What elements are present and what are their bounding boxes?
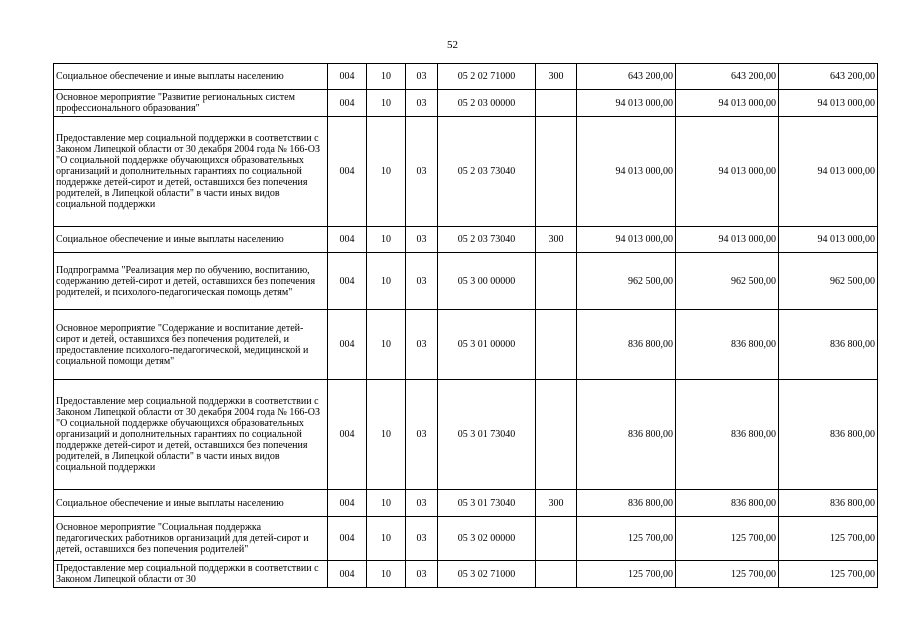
row-year3: 94 013 000,00 bbox=[779, 227, 878, 253]
row-year2: 125 700,00 bbox=[676, 517, 779, 561]
row-name: Основное мероприятие "Социальная поддержка педагогических работников организаций для детей-сирот и детей, оставшихся без попечения родителей" bbox=[54, 517, 328, 561]
row-year1: 836 800,00 bbox=[577, 490, 676, 517]
page-number: 52 bbox=[447, 39, 458, 51]
row-name: Основное мероприятие "Содержание и воспитание детей-сирот и детей, оставшихся без попечения родителей, и предоставление психолого-педагогической, медицинской и социальной помощи детям" bbox=[54, 310, 328, 380]
table-row bbox=[54, 227, 878, 253]
row-year3: 94 013 000,00 bbox=[779, 117, 878, 227]
row-vr bbox=[536, 253, 577, 310]
row-pr: 03 bbox=[406, 561, 438, 588]
row-vr: 300 bbox=[536, 227, 577, 253]
row-rz: 10 bbox=[367, 490, 406, 517]
table-row bbox=[54, 64, 878, 90]
row-ved: 004 bbox=[328, 253, 367, 310]
row-ved: 004 bbox=[328, 380, 367, 490]
row-csr: 05 2 03 73040 bbox=[438, 117, 536, 227]
row-vr bbox=[536, 561, 577, 588]
row-year1: 962 500,00 bbox=[577, 253, 676, 310]
row-vr bbox=[536, 117, 577, 227]
row-year1: 125 700,00 bbox=[577, 517, 676, 561]
row-ved: 004 bbox=[328, 310, 367, 380]
budget-table bbox=[53, 63, 878, 588]
row-name: Социальное обеспечение и иные выплаты населению bbox=[54, 490, 328, 517]
row-year2: 94 013 000,00 bbox=[676, 90, 779, 117]
row-year2: 94 013 000,00 bbox=[676, 227, 779, 253]
row-csr: 05 2 03 00000 bbox=[438, 90, 536, 117]
row-vr bbox=[536, 517, 577, 561]
row-csr: 05 3 02 71000 bbox=[438, 561, 536, 588]
row-rz: 10 bbox=[367, 253, 406, 310]
row-pr: 03 bbox=[406, 310, 438, 380]
row-year2: 836 800,00 bbox=[676, 310, 779, 380]
row-pr: 03 bbox=[406, 90, 438, 117]
row-pr: 03 bbox=[406, 227, 438, 253]
table-body bbox=[54, 64, 878, 588]
row-vr bbox=[536, 90, 577, 117]
table-row bbox=[54, 310, 878, 380]
table-row bbox=[54, 253, 878, 310]
row-year1: 94 013 000,00 bbox=[577, 227, 676, 253]
row-ved: 004 bbox=[328, 490, 367, 517]
row-year2: 836 800,00 bbox=[676, 490, 779, 517]
row-year3: 836 800,00 bbox=[779, 310, 878, 380]
row-ved: 004 bbox=[328, 64, 367, 90]
row-vr: 300 bbox=[536, 490, 577, 517]
row-pr: 03 bbox=[406, 517, 438, 561]
table-row bbox=[54, 517, 878, 561]
row-name: Социальное обеспечение и иные выплаты населению bbox=[54, 64, 328, 90]
row-ved: 004 bbox=[328, 517, 367, 561]
row-year1: 94 013 000,00 bbox=[577, 117, 676, 227]
row-year3: 125 700,00 bbox=[779, 561, 878, 588]
row-rz: 10 bbox=[367, 380, 406, 490]
table-row bbox=[54, 561, 878, 588]
row-pr: 03 bbox=[406, 64, 438, 90]
row-year2: 125 700,00 bbox=[676, 561, 779, 588]
row-rz: 10 bbox=[367, 310, 406, 380]
row-year1: 643 200,00 bbox=[577, 64, 676, 90]
row-year2: 94 013 000,00 bbox=[676, 117, 779, 227]
table-row bbox=[54, 380, 878, 490]
row-name: Предоставление мер социальной поддержки в соответствии с Законом Липецкой области от 30 декабря 2004 года № 166-ОЗ "О социальной поддержке обучающихся образовательных организаций и дополнительных гарантиях по социальной поддержке детей-сирот и детей, оставшихся без попечения родителей, в Липецкой области" в части иных видов социальной поддержки bbox=[54, 117, 328, 227]
row-csr: 05 3 01 73040 bbox=[438, 380, 536, 490]
row-rz: 10 bbox=[367, 517, 406, 561]
row-csr: 05 3 00 00000 bbox=[438, 253, 536, 310]
row-ved: 004 bbox=[328, 227, 367, 253]
row-rz: 10 bbox=[367, 90, 406, 117]
table-row bbox=[54, 490, 878, 517]
row-year1: 94 013 000,00 bbox=[577, 90, 676, 117]
row-vr bbox=[536, 310, 577, 380]
row-year1: 836 800,00 bbox=[577, 380, 676, 490]
row-year2: 643 200,00 bbox=[676, 64, 779, 90]
row-name: Предоставление мер социальной поддержки в соответствии с Законом Липецкой области от 30 декабря 2004 года № 166-ОЗ "О социальной поддержке обучающихся образовательных организаций и дополнительных гарантиях по социальной поддержке детей-сирот и детей, оставшихся без попечения родителей, в Липецкой области" в части иных видов социальной поддержки bbox=[54, 380, 328, 490]
row-csr: 05 2 03 73040 bbox=[438, 227, 536, 253]
row-pr: 03 bbox=[406, 380, 438, 490]
row-year1: 125 700,00 bbox=[577, 561, 676, 588]
row-name: Социальное обеспечение и иные выплаты населению bbox=[54, 227, 328, 253]
row-ved: 004 bbox=[328, 117, 367, 227]
row-csr: 05 3 02 00000 bbox=[438, 517, 536, 561]
row-year3: 962 500,00 bbox=[779, 253, 878, 310]
row-csr: 05 2 02 71000 bbox=[438, 64, 536, 90]
row-year3: 643 200,00 bbox=[779, 64, 878, 90]
row-ved: 004 bbox=[328, 90, 367, 117]
row-rz: 10 bbox=[367, 64, 406, 90]
row-year3: 836 800,00 bbox=[779, 380, 878, 490]
row-name: Основное мероприятие "Развитие региональных систем профессионального образования" bbox=[54, 90, 328, 117]
row-year2: 962 500,00 bbox=[676, 253, 779, 310]
table-row bbox=[54, 117, 878, 227]
row-vr: 300 bbox=[536, 64, 577, 90]
row-rz: 10 bbox=[367, 561, 406, 588]
row-rz: 10 bbox=[367, 117, 406, 227]
row-ved: 004 bbox=[328, 561, 367, 588]
row-name: Подпрограмма "Реализация мер по обучению, воспитанию, содержанию детей-сирот и детей, оставшихся без попечения родителей, и психолого-педагогическая помощь детям" bbox=[54, 253, 328, 310]
row-year2: 836 800,00 bbox=[676, 380, 779, 490]
row-year3: 94 013 000,00 bbox=[779, 90, 878, 117]
row-pr: 03 bbox=[406, 253, 438, 310]
row-year1: 836 800,00 bbox=[577, 310, 676, 380]
row-vr bbox=[536, 380, 577, 490]
row-pr: 03 bbox=[406, 490, 438, 517]
row-year3: 125 700,00 bbox=[779, 517, 878, 561]
row-rz: 10 bbox=[367, 227, 406, 253]
row-pr: 03 bbox=[406, 117, 438, 227]
row-csr: 05 3 01 00000 bbox=[438, 310, 536, 380]
row-csr: 05 3 01 73040 bbox=[438, 490, 536, 517]
table-row bbox=[54, 90, 878, 117]
row-year3: 836 800,00 bbox=[779, 490, 878, 517]
row-name: Предоставление мер социальной поддержки в соответствии с Законом Липецкой области от 30 bbox=[54, 561, 328, 588]
